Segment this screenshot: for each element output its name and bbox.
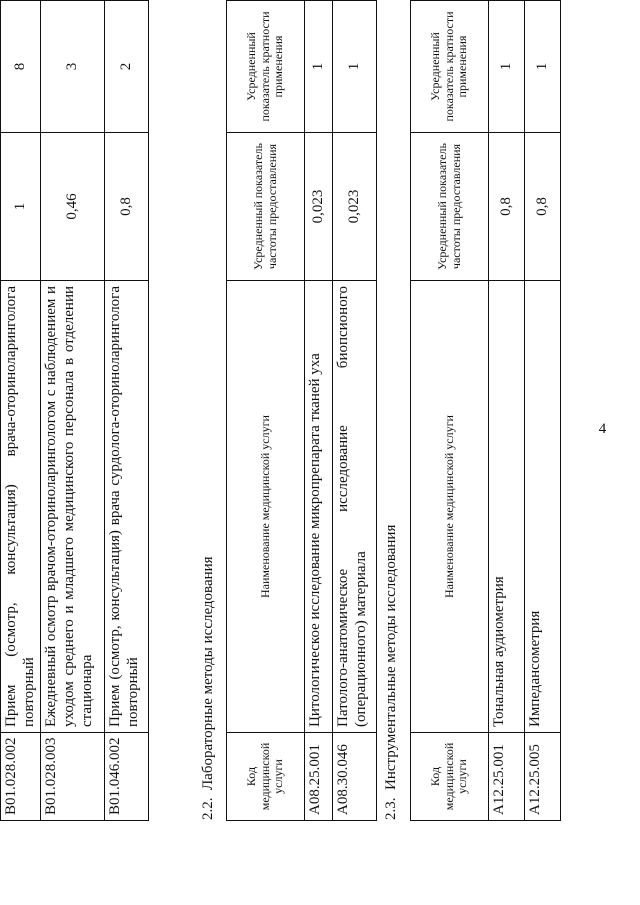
freq-cell: 0,8 [105,133,149,281]
header-code: Код медицинской услуги [227,733,305,821]
code-cell: B01.028.003 [41,733,105,821]
mult-cell: 8 [1,1,41,133]
freq-cell: 1 [1,133,41,281]
section-title: Лабораторные методы исследования [200,556,216,790]
table-row [305,1,333,821]
freq-cell: 0,023 [333,133,377,281]
mult-cell: 1 [333,1,377,133]
table-lab-methods [226,0,377,821]
header-freq: Усредненный показатель частоты предоставления [411,133,489,281]
table-row [525,1,561,821]
code-cell: A08.30.046 [333,733,377,821]
code-cell: B01.046.002 [105,733,149,821]
section-number: 2.3. [383,797,399,820]
table-header-row [411,1,489,821]
header-name: Наименование медицинской услуги [411,281,489,733]
freq-cell: 0,46 [41,133,105,281]
table-row [489,1,525,821]
mult-cell: 1 [525,1,561,133]
freq-cell: 0,023 [305,133,333,281]
header-mult: Усредненный показатель кратности применения [411,1,489,133]
table-consultations [0,0,149,821]
table-instrumental-methods [410,0,561,821]
table-row [1,1,41,821]
mult-cell: 3 [41,1,105,133]
code-cell: A08.25.001 [305,733,333,821]
name-cell: Патолого-анатомическое исследование биопсионого (операционного) материала [333,281,377,733]
header-name: Наименование медицинской услуги [227,281,305,733]
name-cell: Цитологическое исследование микропрепарата тканей уха [305,281,333,733]
section-heading-instrumental [383,525,400,820]
table-header-row [227,1,305,821]
code-cell: A12.25.001 [489,733,525,821]
code-cell: A12.25.005 [525,733,561,821]
header-freq: Усредненный показатель частоты предоставления [227,133,305,281]
code-cell: B01.028.002 [1,733,41,821]
table-row [105,1,149,821]
section-heading-lab [200,556,217,820]
page-number: 4 [598,420,607,437]
mult-cell: 1 [489,1,525,133]
header-code: Код медицинской услуги [411,733,489,821]
header-mult: Усредненный показатель кратности применения [227,1,305,133]
table-row [41,1,105,821]
name-cell: Прием (осмотр, консультация) врача-оториноларинголога повторный [1,281,41,733]
section-number: 2.2. [200,797,216,820]
section-title: Инструментальные методы исследования [383,524,399,790]
name-cell: Тональная аудиометрия [489,281,525,733]
mult-cell: 2 [105,1,149,133]
freq-cell: 0,8 [489,133,525,281]
freq-cell: 0,8 [525,133,561,281]
table-row [333,1,377,821]
name-cell: Импедансометрия [525,281,561,733]
mult-cell: 1 [305,1,333,133]
name-cell: Ежедневный осмотр врачом-оториноларингологом с наблюдением и уходом среднего и младшего медицинского персонала в отделении стационара [41,281,105,733]
name-cell: Прием (осмотр, консультация) врача сурдолога-оториноларинголога повторный [105,281,149,733]
